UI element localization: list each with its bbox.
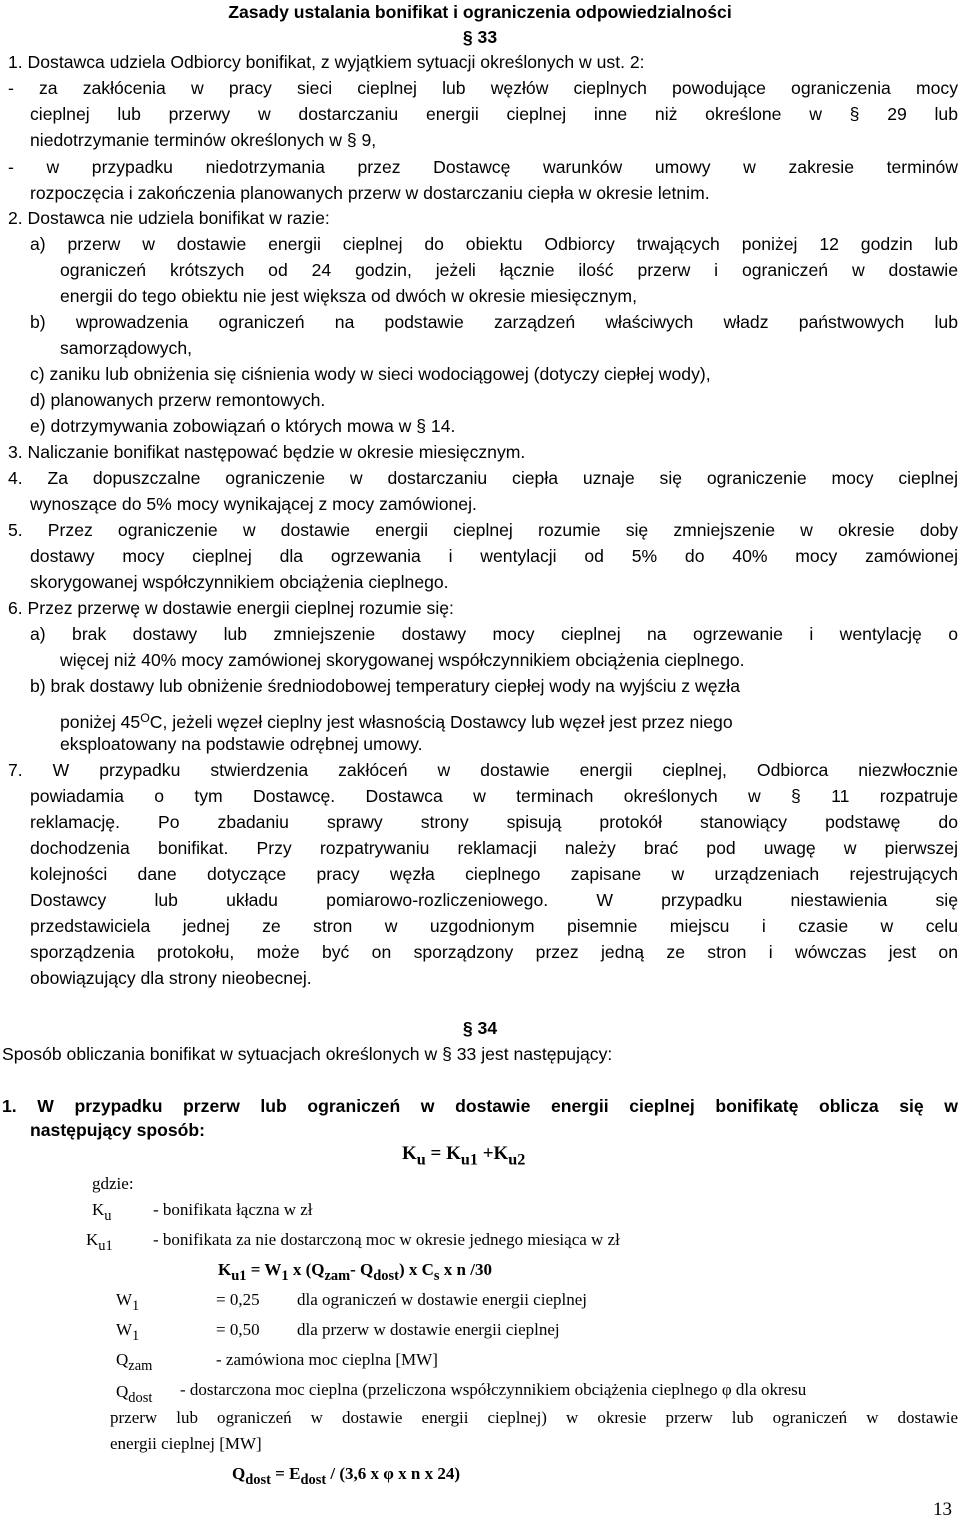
paragraph-2-e: e) dotrzymywania zobowiązań o których mowa w § 14.	[30, 416, 456, 436]
paragraph-2-d: d) planowanych przerw remontowych.	[30, 390, 326, 410]
def-symbol: $W_1$	[116, 1290, 140, 1315]
paragraph-4-line: 4. Za dopuszczalne ograniczenie w dostarczaniu ciepła uznaje się ograniczenie mocy cieplnej	[8, 468, 958, 488]
paragraph-7-line: kolejności dane dotyczące pracy węzła cieplnego zapisane w urządzeniach rejestrujących	[30, 864, 958, 884]
def-description: energii cieplnej [MW]	[110, 1434, 262, 1453]
degree-sign: O	[140, 711, 150, 725]
def-value: = 0,50	[216, 1320, 260, 1339]
paragraph-1-b-line: rozpoczęcia i zakończenia planowanych przerw w dostarczaniu ciepła w okresie letnim.	[30, 183, 710, 203]
paragraph-6-b-line: poniżej $45^OC$, jeżeli węzeł cieplny jest własnością Dostawcy lub węzeł jest przez niego	[60, 711, 733, 733]
def-symbol: $W_1$	[116, 1320, 140, 1345]
paragraph-7-line: dochodzenia bonifikat. Przy rozpatrywaniu reklamacji należy brać pod uwagę w pierwszej	[30, 838, 958, 858]
paragraph-1-a-line: niedotrzymanie terminów określonych w § 9,	[30, 130, 377, 150]
paragraph-5-line: 5. Przez ograniczenie w dostawie energii cieplnej rozumie się zmniejszenie w okresie doby	[8, 520, 958, 540]
paragraph-6-b-line: b) brak dostawy lub obniżenie średniodobowej temperatury ciepłej wody na wyjściu z węzła	[30, 676, 740, 696]
paragraph-2-b-line: samorządowych,	[60, 338, 193, 358]
formula-qdost: $Q_{dost} = E_{dost} / (3,6$ x φ x n x 24)	[232, 1464, 460, 1489]
paragraph-7-line: 7. W przypadku stwierdzenia zakłóceń w dostawie energii cieplnej, Odbiorca niezwłocznie	[8, 760, 958, 780]
def-description: dla przerw w dostawie energii cieplnej	[297, 1320, 560, 1339]
page-number: 13	[933, 1499, 952, 1520]
paragraph-4-line: wynoszące do 5% mocy wynikającej z mocy zamówionej.	[30, 494, 477, 514]
gdzie-label: gdzie:	[92, 1174, 134, 1193]
paragraph-2-a-line: a) przerw w dostawie energii cieplnej do obiektu Odbiorcy trwających poniżej 12 godzin lub	[30, 234, 958, 254]
paragraph-7-line: przedstawiciela jednej ze stron w uzgodnionym pisemnie miejscu i czasie w celu	[30, 916, 958, 936]
paragraph-2-a-line: ograniczeń krótszych od 24 godzin, jeżeli łącznie ilość przerw i ograniczeń w dostawie	[60, 260, 958, 280]
paragraph-1-a-line: cieplnej lub przerwy w dostarczaniu energii cieplnej inne niż określone w § 29 lub	[30, 104, 958, 124]
paragraph-3: 3. Naliczanie bonifikat następować będzie w okresie miesięcznym.	[8, 442, 526, 462]
def-description: dla ograniczeń w dostawie energii cieplnej	[297, 1290, 587, 1309]
section-title: Zasady ustalania bonifikat i ograniczenia odpowiedzialności	[228, 2, 732, 22]
section-34-p1-line: następujący sposób:	[30, 1120, 206, 1140]
paragraph-7-line: powiadamia o tym Dostawcę. Dostawca w terminach określonych w § 11 rozpatruje	[30, 786, 958, 806]
paragraph-6-a-line: a) brak dostawy lub zmniejszenie dostawy mocy cieplnej na ogrzewanie i wentylację o	[30, 624, 958, 644]
paragraph-5-line: dostawy mocy cieplnej dla ogrzewania i wentylacji od 5% do 40% mocy zamówionej	[30, 546, 958, 566]
paragraph-1-b-line: - w przypadku niedotrzymania przez Dostawcę warunków umowy w zakresie terminów	[8, 157, 958, 177]
def-description: - dostarczona moc cieplna (przeliczona współczynnikiem obciążenia cieplnego φ dla okresu	[180, 1380, 807, 1399]
paragraph-7-line: reklamację. Po zbadaniu sprawy strony spisują protokół stanowiący podstawę do	[30, 812, 958, 832]
section-34-intro: Sposób obliczania bonifikat w sytuacjach określonych w § 33 jest następujący:	[2, 1044, 613, 1064]
paragraph-2-a-line: energii do tego obiektu nie jest większa od dwóch w okresie miesięcznym,	[60, 286, 637, 306]
paragraph-1-intro: 1. Dostawca udziela Odbiorcy bonifikat, z wyjątkiem sytuacji określonych w ust. 2:	[8, 52, 645, 72]
paragraph-7-line: obowiązujący dla strony nieobecnej.	[30, 968, 312, 988]
def-value: = 0,25	[216, 1290, 260, 1309]
paragraph-2-c: c) zaniku lub obniżenia się ciśnienia wody w sieci wodociągowej (dotyczy ciepłej wody),	[30, 364, 711, 384]
paragraph-7-line: sporządzenia protokołu, może być on sporządzony przez jedną ze stron i wówczas jest on	[30, 942, 958, 962]
paragraph-6-intro: 6. Przez przerwę w dostawie energii cieplnej rozumie się:	[8, 598, 454, 618]
paragraph-7-line: Dostawcy lub układu pomiarowo-rozliczeniowego. W przypadku niestawienia się	[30, 890, 958, 910]
paragraph-6-a-line: więcej niż 40% mocy zamówionej skorygowanej współczynnikiem obciążenia cieplnego.	[60, 650, 745, 670]
paragraph-1-a-line: - za zakłócenia w pracy sieci cieplnej lub węzłów cieplnych powodujące ograniczenia mocy	[8, 78, 958, 98]
def-description: - zamówiona moc cieplna [MW]	[216, 1350, 438, 1369]
section-34-p1-line: 1. W przypadku przerw lub ograniczeń w dostawie energii cieplnej bonifikatę oblicza się w	[2, 1096, 958, 1116]
paragraph-6-b-line: eksploatowany na podstawie odrębnej umowy.	[60, 734, 423, 754]
section-sign-34: § 34	[462, 1018, 498, 1038]
paragraph-2-b-line: b) wprowadzenia ograniczeń na podstawie zarządzeń właściwych władz państwowych lub	[30, 312, 958, 332]
paragraph-5-line: skorygowanej współczynnikiem obciążenia cieplnego.	[30, 572, 449, 592]
def-description: przerw lub ograniczeń w dostawie energii cieplnej) w okresie przerw lub ograniczeń w dostawie	[110, 1408, 958, 1427]
def-description: - bonifikata za nie dostarczoną moc w okresie jednego miesiąca w zł	[153, 1230, 620, 1249]
def-symbol: $K_{u1}$	[86, 1230, 113, 1255]
def-symbol: $Q_{zam}$	[116, 1350, 153, 1375]
def-symbol: $Q_{dost}$	[116, 1382, 153, 1407]
def-symbol: $K_u$	[92, 1200, 112, 1225]
paragraph-2-intro: 2. Dostawca nie udziela bonifikat w razie:	[8, 208, 330, 228]
formula-ku: $K_u = K_{u1} +K_{u2}$	[402, 1143, 526, 1169]
section-sign-33: § 33	[462, 27, 498, 47]
def-description: - bonifikata łączna w zł	[153, 1200, 313, 1219]
formula-ku1: $K_{u1} = W_1$ x ($Q_{zam}-$ $Q_{dost}$) x $C_s$ x n /30	[218, 1260, 492, 1285]
